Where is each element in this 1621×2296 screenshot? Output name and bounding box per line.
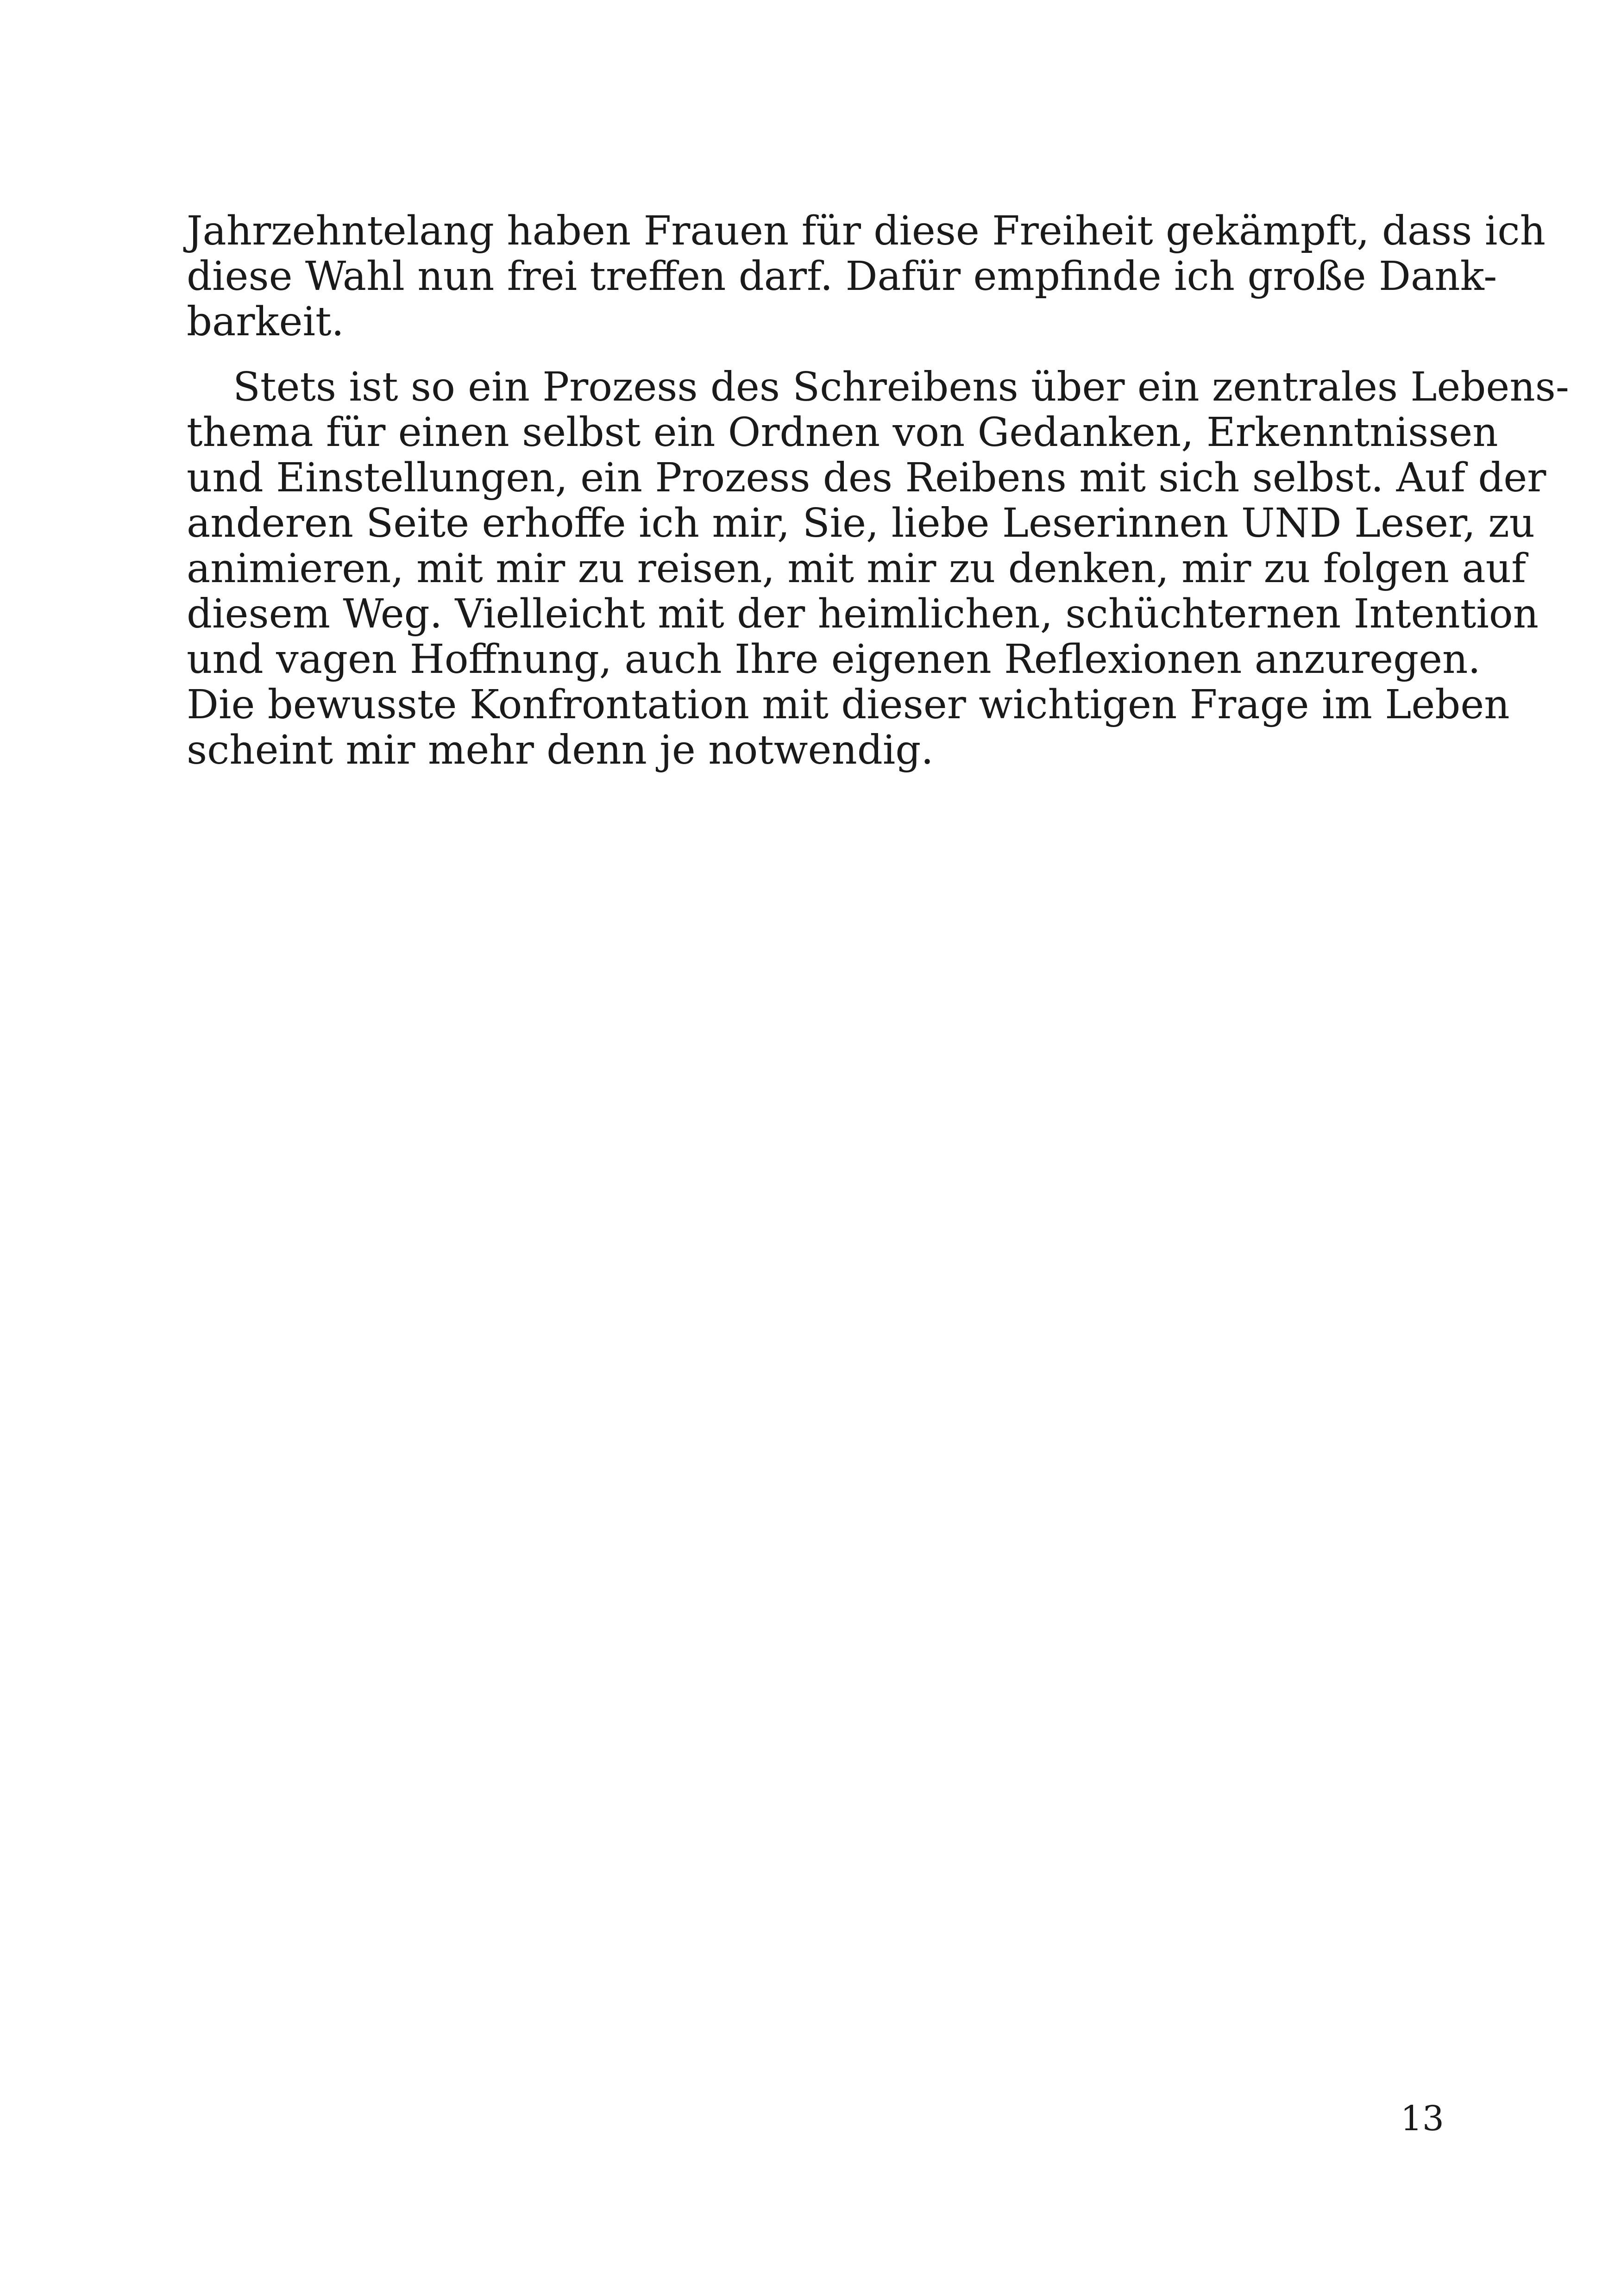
text-line: Die bewusste Konfrontation mit dieser wichtigen Frage im Leben (187, 682, 1510, 728)
text-line-content: Stets ist so ein Prozess des Schreibens über ein zentrales Lebens- (233, 364, 1569, 410)
text-line: animieren, mit mir zu reisen, mit mir zu denken, mir zu folgen auf (187, 546, 1526, 592)
text-line: barkeit. (187, 299, 344, 345)
text-line: scheint mir mehr denn je notwendig. (187, 727, 934, 773)
text-line-indented (187, 364, 1569, 410)
text-line: und vagen Hoffnung, auch Ihre eigenen Reflexionen anzuregen. (187, 636, 1481, 683)
text-line: diesem Weg. Vielleicht mit der heimlichen, schüchternen Intention (187, 591, 1539, 637)
paragraph-2 (187, 364, 1569, 773)
paragraph-1 (187, 208, 1546, 345)
text-line: und Einstellungen, ein Prozess des Reibens mit sich selbst. Auf der (187, 455, 1546, 501)
body-text (187, 208, 1569, 773)
page-number: 13 (1400, 2099, 1444, 2139)
text-line: diese Wahl nun frei treffen darf. Dafür empfinde ich große Dank- (187, 253, 1497, 300)
text-line: Jahrzehntelang haben Frauen für diese Freiheit gekämpft, dass ich (187, 208, 1546, 254)
text-line: anderen Seite erhoffe ich mir, Sie, liebe Leserinnen UND Leser, zu (187, 500, 1535, 546)
text-line: thema für einen selbst ein Ordnen von Gedanken, Erkenntnissen (187, 409, 1498, 456)
